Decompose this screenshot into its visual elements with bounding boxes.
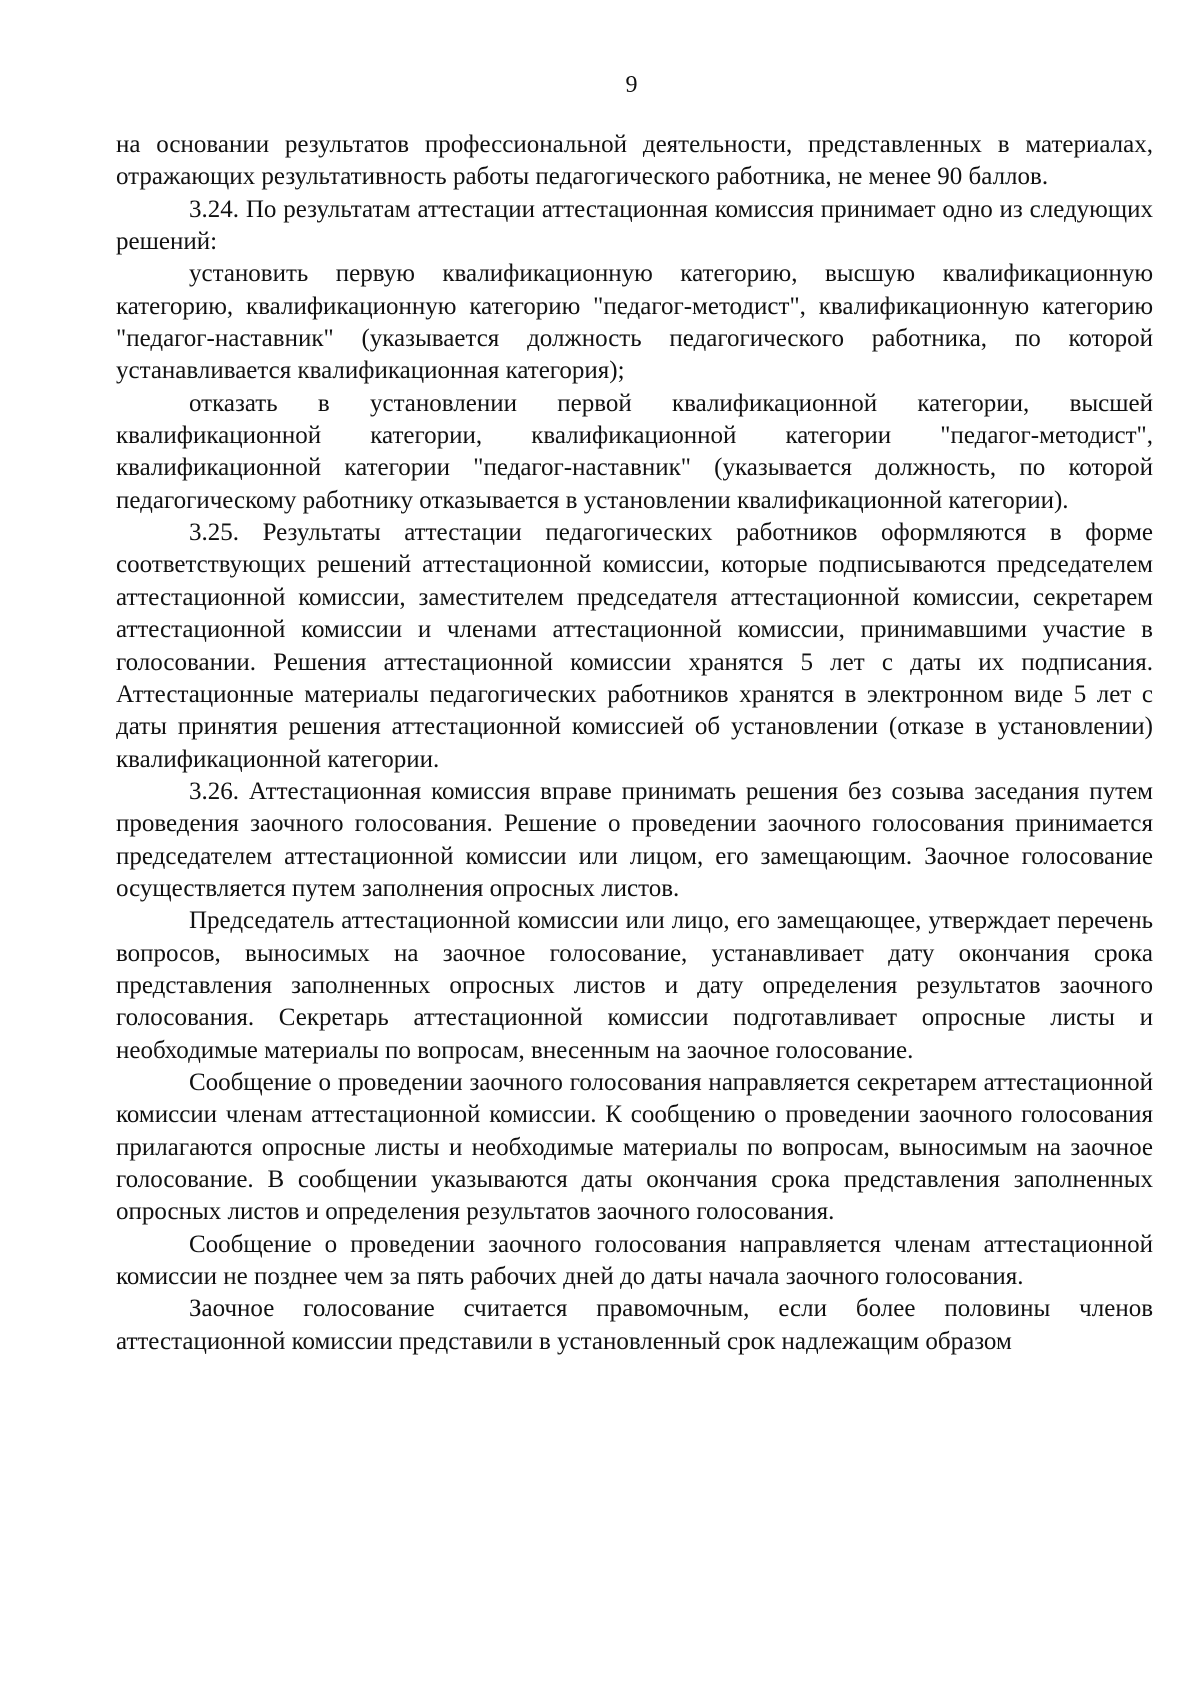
paragraph-3-24: 3.24. По результатам аттестации аттестационная комиссия принимает одно из следующих решений: [116, 195, 1153, 256]
paragraph-3-26: 3.26. Аттестационная комиссия вправе принимать решения без созыва заседания путем проведения заочного голосования. Решение о проведении заочного голосования принимается председателем аттестационной комиссии или лицом, его замещающим. Заочное голосование осуществляется путем заполнения опросных листов. [116, 777, 1153, 902]
paragraph-message-deadline: Сообщение о проведении заочного голосования направляется членам аттестационной комиссии не позднее чем за пять рабочих дней до даты начала заочного голосования. [116, 1230, 1153, 1291]
paragraph-continuation: на основании результатов профессиональной деятельности, представленных в материалах, отражающих результативность работы педагогического работника, не менее 90 баллов. [116, 131, 1153, 191]
paragraph-decision-refuse: отказать в установлении первой квалификационной категории, высшей квалификационной категории, квалификационной категории "педагог-методист", квалификационной категории "педагог-наставник" (указывается должность, по которой педагогическому работнику отказывается в установлении квалификационной категории). [116, 389, 1153, 514]
paragraph-quorum: Заочное голосование считается правомочным, если более половины членов аттестационной комиссии представили в установленный срок надлежащим образом [116, 1295, 1153, 1355]
paragraph-decision-establish: установить первую квалификационную категорию, высшую квалификационную категорию, квалификационную категорию "педагог-методист", квалификационную категорию "педагог-наставник" (указывается должность педагогического работника, по которой устанавливается квалификационная категория); [116, 260, 1153, 385]
paragraph-message-secretary: Сообщение о проведении заочного голосования направляется секретарем аттестационной комиссии членам аттестационной комиссии. К сообщению о проведении заочного голосования прилагаются опросные листы и необходимые материалы по вопросам, выносимым на заочное голосование. В сообщении указываются даты окончания срока представления заполненных опросных листов и определения результатов заочного голосования. [116, 1068, 1153, 1226]
paragraph-3-25: 3.25. Результаты аттестации педагогических работников оформляются в форме соответствующих решений аттестационной комиссии, которые подписываются председателем аттестационной комиссии, заместителем председателя аттестационной комиссии, секретарем аттестационной комиссии и членами аттестационной комиссии, принимавшими участие в голосовании. Решения аттестационной комиссии хранятся 5 лет с даты их подписания. Аттестационные материалы педагогических работников хранятся в электронном виде 5 лет с даты принятия решения аттестационной комиссией об установлении (отказе в установлении) квалификационной категории. [116, 519, 1153, 773]
document-body [116, 129, 1153, 1358]
page-number: 9 [625, 72, 638, 98]
paragraph-chairman: Председатель аттестационной комиссии или лицо, его замещающее, утверждает перечень вопросов, выносимых на заочное голосование, устанавливает дату окончания срока представления заполненных опросных листов и дату определения результатов заочного голосования. Секретарь аттестационной комиссии подготавливает опросные листы и необходимые материалы по вопросам, внесенным на заочное голосование. [116, 907, 1153, 1064]
